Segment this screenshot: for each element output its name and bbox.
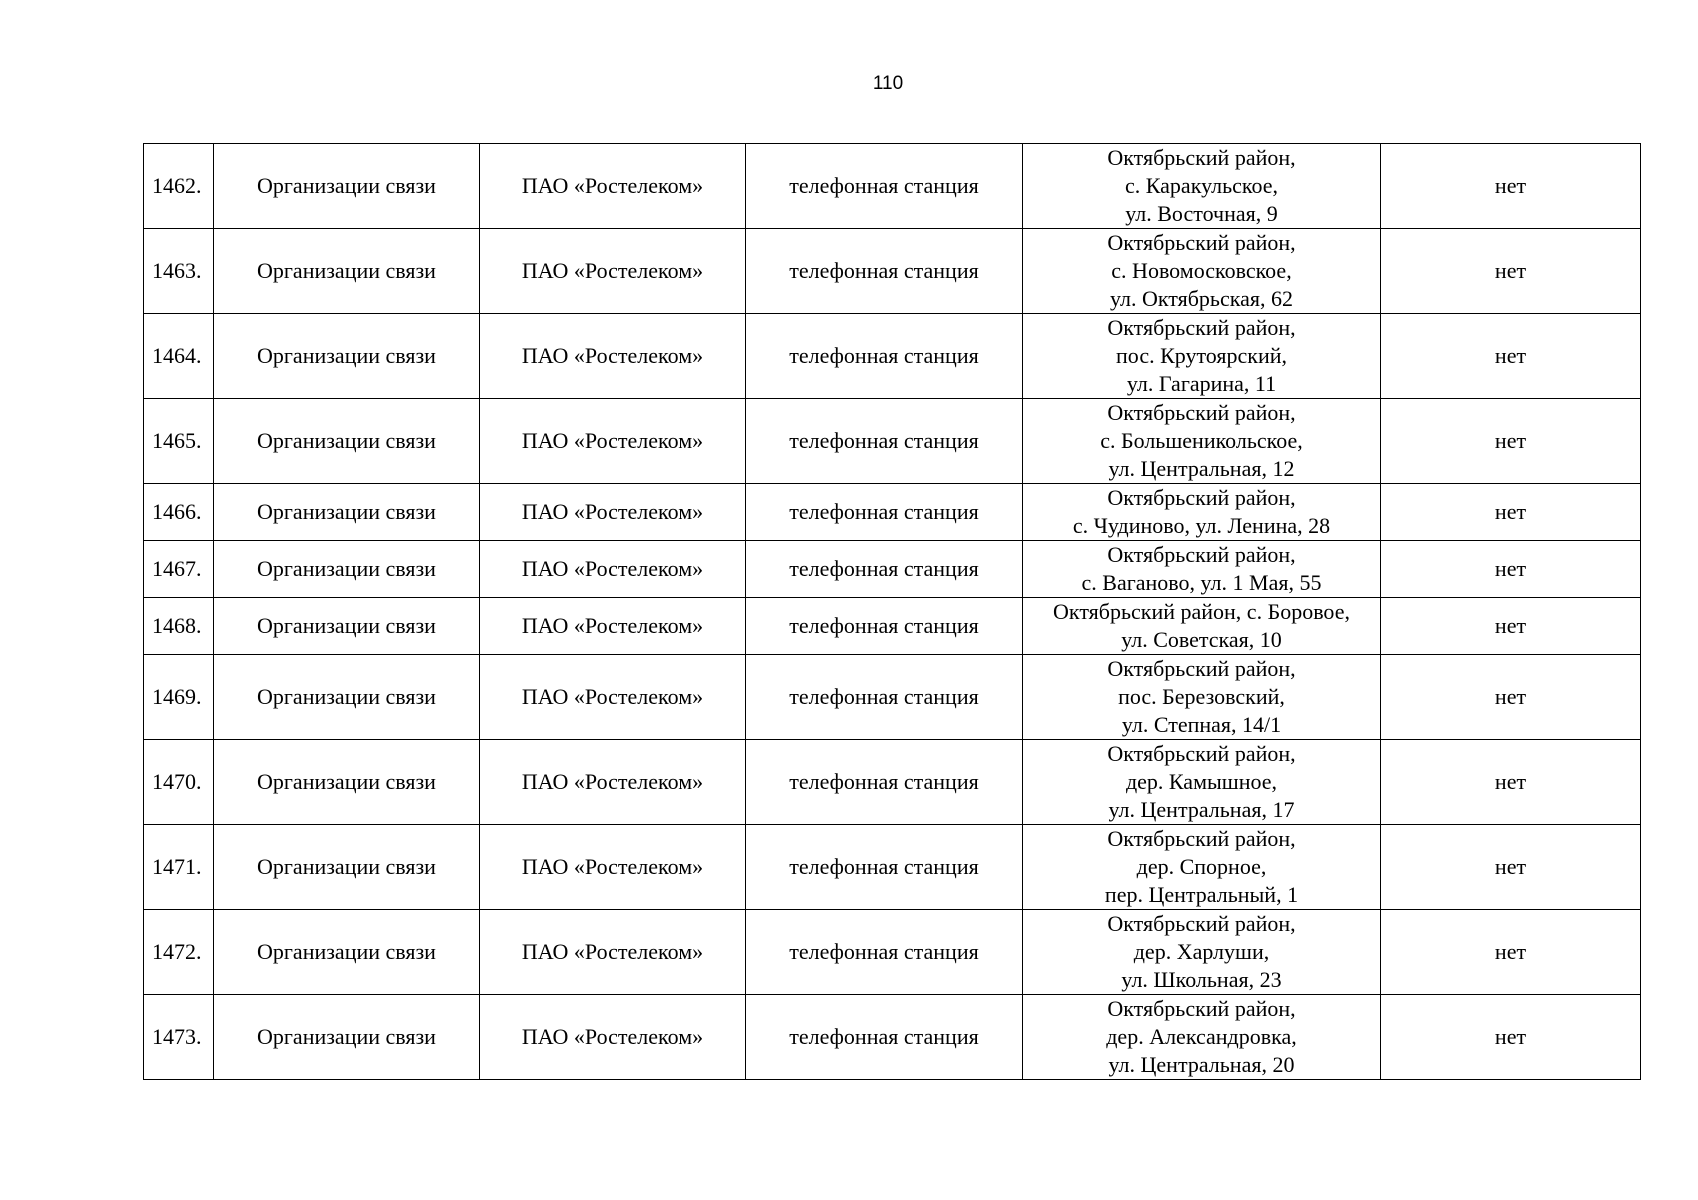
address-line: Октябрьский район, bbox=[1107, 315, 1296, 340]
table-row bbox=[144, 314, 1641, 399]
row-number-cell: 1464. bbox=[144, 314, 214, 399]
row-number-cell: 1470. bbox=[144, 740, 214, 825]
address-line: дер. Спорное, bbox=[1136, 854, 1267, 879]
value-cell: нет bbox=[1381, 995, 1641, 1080]
address-line: Октябрьский район, bbox=[1107, 400, 1296, 425]
value-cell: нет bbox=[1381, 144, 1641, 229]
table-row bbox=[144, 740, 1641, 825]
organization-cell: ПАО «Ростелеком» bbox=[480, 598, 746, 655]
address-line: Октябрьский район, bbox=[1107, 542, 1296, 567]
category-cell: Организации связи bbox=[214, 655, 480, 740]
address-cell bbox=[1023, 229, 1381, 314]
address-line: ул. Центральная, 12 bbox=[1108, 456, 1295, 481]
organization-cell: ПАО «Ростелеком» bbox=[480, 910, 746, 995]
row-number-cell: 1472. bbox=[144, 910, 214, 995]
value-cell: нет bbox=[1381, 825, 1641, 910]
category-cell: Организации связи bbox=[214, 484, 480, 541]
address-line: дер. Харлуши, bbox=[1133, 939, 1270, 964]
object-type-cell: телефонная станция bbox=[746, 995, 1023, 1080]
category-cell: Организации связи bbox=[214, 825, 480, 910]
value-cell: нет bbox=[1381, 740, 1641, 825]
category-cell: Организации связи bbox=[214, 314, 480, 399]
row-number-cell: 1469. bbox=[144, 655, 214, 740]
address-line: Октябрьский район, bbox=[1107, 230, 1296, 255]
value-cell: нет bbox=[1381, 229, 1641, 314]
address-cell bbox=[1023, 598, 1381, 655]
value-cell: нет bbox=[1381, 399, 1641, 484]
category-cell: Организации связи bbox=[214, 144, 480, 229]
address-line: Октябрьский район, bbox=[1107, 741, 1296, 766]
address-line: Октябрьский район, с. Боровое, bbox=[1053, 599, 1350, 624]
category-cell: Организации связи bbox=[214, 910, 480, 995]
address-cell bbox=[1023, 314, 1381, 399]
table-row bbox=[144, 995, 1641, 1080]
row-number-cell: 1473. bbox=[144, 995, 214, 1080]
address-line: ул. Советская, 10 bbox=[1121, 627, 1282, 652]
category-cell: Организации связи bbox=[214, 598, 480, 655]
page-number: 110 bbox=[872, 73, 904, 94]
category-cell: Организации связи bbox=[214, 541, 480, 598]
organization-cell: ПАО «Ростелеком» bbox=[480, 995, 746, 1080]
organization-cell: ПАО «Ростелеком» bbox=[480, 314, 746, 399]
value-cell: нет bbox=[1381, 541, 1641, 598]
organization-cell: ПАО «Ростелеком» bbox=[480, 740, 746, 825]
address-line: с. Каракульское, bbox=[1125, 173, 1278, 198]
object-type-cell: телефонная станция bbox=[746, 314, 1023, 399]
organization-cell: ПАО «Ростелеком» bbox=[480, 484, 746, 541]
category-cell: Организации связи bbox=[214, 995, 480, 1080]
address-cell bbox=[1023, 825, 1381, 910]
address-line: дер. Камышное, bbox=[1125, 769, 1278, 794]
address-line: ул. Центральная, 17 bbox=[1108, 797, 1295, 822]
address-cell bbox=[1023, 484, 1381, 541]
table-row bbox=[144, 541, 1641, 598]
address-line: пер. Центральный, 1 bbox=[1104, 882, 1299, 907]
row-number-cell: 1466. bbox=[144, 484, 214, 541]
row-number-cell: 1462. bbox=[144, 144, 214, 229]
table-row bbox=[144, 399, 1641, 484]
table-row bbox=[144, 229, 1641, 314]
value-cell: нет bbox=[1381, 598, 1641, 655]
value-cell: нет bbox=[1381, 655, 1641, 740]
object-type-cell: телефонная станция bbox=[746, 484, 1023, 541]
table-row bbox=[144, 655, 1641, 740]
object-type-cell: телефонная станция bbox=[746, 541, 1023, 598]
table-row bbox=[144, 144, 1641, 229]
address-line: Октябрьский район, bbox=[1107, 826, 1296, 851]
address-cell bbox=[1023, 910, 1381, 995]
organization-cell: ПАО «Ростелеком» bbox=[480, 144, 746, 229]
row-number-cell: 1468. bbox=[144, 598, 214, 655]
address-line: Октябрьский район, bbox=[1107, 145, 1296, 170]
address-line: ул. Школьная, 23 bbox=[1121, 967, 1282, 992]
category-cell: Организации связи bbox=[214, 229, 480, 314]
table-row bbox=[144, 484, 1641, 541]
object-type-cell: телефонная станция bbox=[746, 740, 1023, 825]
address-line: ул. Степная, 14/1 bbox=[1121, 712, 1282, 737]
value-cell: нет bbox=[1381, 910, 1641, 995]
address-cell bbox=[1023, 740, 1381, 825]
value-cell: нет bbox=[1381, 314, 1641, 399]
object-type-cell: телефонная станция bbox=[746, 910, 1023, 995]
object-type-cell: телефонная станция bbox=[746, 229, 1023, 314]
address-line: ул. Восточная, 9 bbox=[1125, 201, 1278, 226]
objects-table bbox=[143, 143, 1641, 1080]
table-row bbox=[144, 825, 1641, 910]
object-type-cell: телефонная станция bbox=[746, 598, 1023, 655]
address-line: ул. Центральная, 20 bbox=[1108, 1052, 1295, 1077]
address-line: пос. Крутоярский, bbox=[1116, 343, 1287, 368]
address-line: Октябрьский район, bbox=[1107, 485, 1296, 510]
address-line: с. Новомосковское, bbox=[1111, 258, 1292, 283]
object-type-cell: телефонная станция bbox=[746, 825, 1023, 910]
address-line: ул. Октябрьская, 62 bbox=[1110, 286, 1293, 311]
table-row bbox=[144, 910, 1641, 995]
address-line: с. Ваганово, ул. 1 Мая, 55 bbox=[1081, 570, 1322, 595]
category-cell: Организации связи bbox=[214, 399, 480, 484]
row-number-cell: 1463. bbox=[144, 229, 214, 314]
object-type-cell: телефонная станция bbox=[746, 144, 1023, 229]
address-line: ул. Гагарина, 11 bbox=[1126, 371, 1277, 396]
address-line: Октябрьский район, bbox=[1107, 911, 1296, 936]
address-line: Октябрьский район, bbox=[1107, 996, 1296, 1021]
organization-cell: ПАО «Ростелеком» bbox=[480, 541, 746, 598]
value-cell: нет bbox=[1381, 484, 1641, 541]
object-type-cell: телефонная станция bbox=[746, 655, 1023, 740]
object-type-cell: телефонная станция bbox=[746, 399, 1023, 484]
organization-cell: ПАО «Ростелеком» bbox=[480, 825, 746, 910]
row-number-cell: 1471. bbox=[144, 825, 214, 910]
address-line: с. Большеникольское, bbox=[1100, 428, 1303, 453]
address-cell bbox=[1023, 144, 1381, 229]
address-line: дер. Александровка, bbox=[1106, 1024, 1297, 1049]
organization-cell: ПАО «Ростелеком» bbox=[480, 229, 746, 314]
organization-cell: ПАО «Ростелеком» bbox=[480, 399, 746, 484]
row-number-cell: 1465. bbox=[144, 399, 214, 484]
address-cell bbox=[1023, 995, 1381, 1080]
address-line: пос. Березовский, bbox=[1118, 684, 1285, 709]
address-cell bbox=[1023, 655, 1381, 740]
address-cell bbox=[1023, 541, 1381, 598]
table-body bbox=[144, 144, 1641, 1080]
organization-cell: ПАО «Ростелеком» bbox=[480, 655, 746, 740]
category-cell: Организации связи bbox=[214, 740, 480, 825]
address-line: с. Чудиново, ул. Ленина, 28 bbox=[1072, 513, 1331, 538]
address-line: Октябрьский район, bbox=[1107, 656, 1296, 681]
address-cell bbox=[1023, 399, 1381, 484]
row-number-cell: 1467. bbox=[144, 541, 214, 598]
table-row bbox=[144, 598, 1641, 655]
